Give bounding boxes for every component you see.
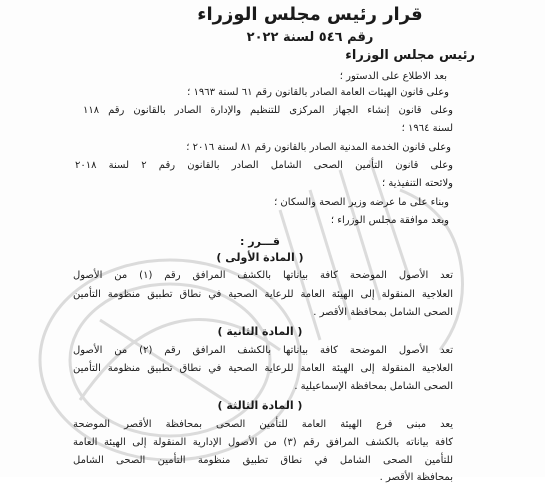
preamble-line: وعلى قانون التأمين الصحى الشامل الصادر بالقانون رقم ٢ لسنة ٢٠١٨ xyxy=(75,160,453,171)
preamble-line: وبناء على ما عرضه وزير الصحة والسكان ؛ xyxy=(274,197,449,208)
document-title: قرار رئيس مجلس الوزراء xyxy=(197,4,423,25)
preamble-line: وعلى قانون الهيئات العامة الصادر بالقانون رقم ٦١ لسنة ١٩٦٣ ؛ xyxy=(187,87,449,98)
article-line: للتأمين الصحى الشامل في نطاق تطبيق منظومة التأمين الصحى الشامل xyxy=(73,455,453,466)
decree-number: رقم ٥٤٦ لسنة ٢٠٢٢ xyxy=(246,30,374,45)
preamble-line: بعد الاطلاع على الدستور ؛ xyxy=(339,71,447,82)
preamble-line: ولائحته التنفيذية ؛ xyxy=(381,178,453,189)
decided-heading: قـــرر : xyxy=(240,235,280,248)
article-line: الصحى الشامل بمحافظة الإسماعيلية . xyxy=(294,381,453,392)
preamble-line: وعلى قانون الخدمة المدنية الصادر بالقانون رقم ٨١ لسنة ٢٠١٦ ؛ xyxy=(186,142,451,153)
article-line: الصحى الشامل بمحافظة الأقصر . xyxy=(313,307,453,318)
article-line: العلاجية المنقولة إلى الهيئة العامة للرعاية الصحية في نطاق تطبيق منظومة التأمين xyxy=(73,363,453,374)
article-line: بمحافظة الأقصر . xyxy=(379,472,453,483)
preamble-line: لسنة ١٩٦٤ ؛ xyxy=(401,123,453,134)
article-line: كافة بياناته بالكشف المرافق رقم (٣) من الأصول الإدارية المنقولة إلى الهيئة العامة xyxy=(73,437,454,448)
article-line: تعد الأصول الموضحة كافة بياناتها بالكشف المرافق رقم (١) من الأصول xyxy=(73,270,453,281)
article-line: تعد الأصول الموضحة كافة بياناتها بالكشف المرافق رقم (٢) من الأصول xyxy=(73,345,453,356)
article-line: يعد مبنى فرع الهيئة العامة للتأمين الصحى بمحافظة الأقصر الموضحة xyxy=(73,419,453,430)
article-heading: ( المادة الثانية ) xyxy=(217,325,303,338)
article-line: العلاجية المنقولة إلى الهيئة العامة للرعاية الصحية في نطاق تطبيق منظومة التأمين xyxy=(73,289,453,300)
article-heading: ( المادة الثالثة ) xyxy=(217,399,303,412)
article-heading: ( المادة الأولى ) xyxy=(216,251,304,264)
preamble-line: وبعد موافقة مجلس الوزراء ؛ xyxy=(330,215,449,226)
preamble-line: وعلى قانون إنشاء الجهاز المركزى للتنظيم والإدارة الصادر بالقانون رقم ١١٨ xyxy=(83,105,453,116)
issuer-heading: رئيس مجلس الوزراء xyxy=(345,48,475,63)
